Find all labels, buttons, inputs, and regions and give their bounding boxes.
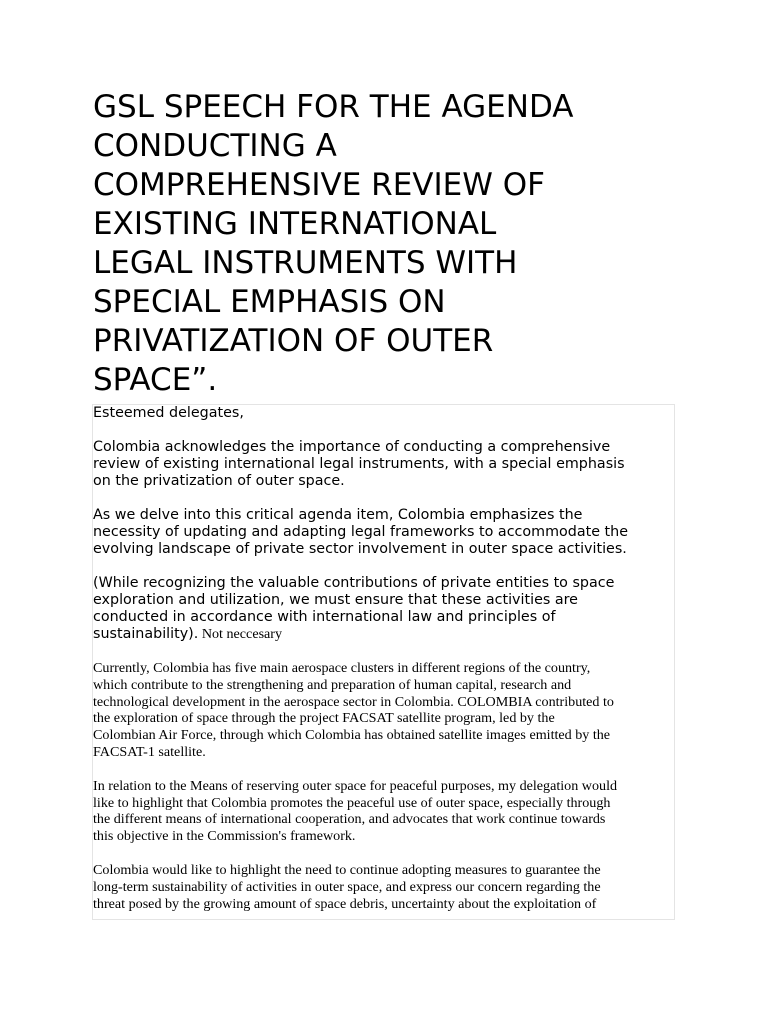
title-line: EXISTING INTERNATIONAL (93, 206, 497, 242)
paragraph-acknowledgement (93, 439, 674, 490)
text-line: (While recognizing the valuable contributions of private entities to space (93, 575, 615, 591)
title-line: GSL SPEECH FOR THE AGENDA (93, 89, 574, 125)
text-line: on the privatization of outer space. (93, 473, 345, 489)
text-fragment: sustainability). (93, 626, 199, 642)
text-line: this objective in the Commission's framework. (93, 828, 356, 845)
speech-title (93, 88, 693, 400)
speech-body-frame (92, 404, 675, 920)
greeting: Esteemed delegates, (93, 405, 244, 421)
text-line: As we delve into this critical agenda item, Colombia emphasizes the (93, 507, 583, 523)
title-line: SPECIAL EMPHASIS ON (93, 284, 446, 320)
paragraph-peaceful-purposes (93, 778, 674, 845)
text-line: like to highlight that Colombia promotes the peaceful use of outer space, especially through (93, 794, 611, 811)
text-line: review of existing international legal instruments, with a special emphasis (93, 456, 625, 472)
text-line: Colombian Air Force, through which Colombia has obtained satellite images emitted by the (93, 727, 611, 744)
text-line: In relation to the Means of reserving outer space for peaceful purposes, my delegation would (93, 777, 618, 794)
text-line: necessity of updating and adapting legal frameworks to accommodate the (93, 524, 629, 540)
editor-note: Not neccesary (198, 626, 283, 642)
text-line: the different means of international cooperation, and advocates that work continue towards (93, 811, 606, 828)
title-line: LEGAL INSTRUMENTS WITH (93, 245, 518, 281)
text-line (93, 626, 674, 643)
text-line: Colombia would like to highlight the need to continue adopting measures to guarantee the (93, 861, 601, 878)
text-line: the exploration of space through the project FACSAT satellite program, led by the (93, 710, 555, 727)
text-line: Colombia acknowledges the importance of conducting a comprehensive (93, 439, 611, 455)
text-line: which contribute to the strengthening and preparation of human capital, research and (93, 676, 572, 693)
text-line: evolving landscape of private sector involvement in outer space activities. (93, 541, 627, 557)
paragraph-aerospace-clusters (93, 660, 674, 761)
text-line: Currently, Colombia has five main aerospace clusters in different regions of the country, (93, 660, 591, 676)
paragraph-private-entities (93, 575, 674, 643)
text-line: long-term sustainability of activities in outer space, and express our concern regarding the (93, 878, 601, 895)
title-line: COMPREHENSIVE REVIEW OF (93, 167, 545, 203)
title-line: PRIVATIZATION OF OUTER (93, 323, 494, 359)
text-line: FACSAT-1 satellite. (93, 743, 206, 760)
title-line: SPACE”. (93, 362, 218, 398)
paragraph-sustainability (93, 862, 674, 912)
text-line: conducted in accordance with international law and principles of (93, 609, 556, 625)
text-line: technological development in the aerospace sector in Colombia. COLOMBIA contributed to (93, 693, 614, 710)
title-line: CONDUCTING A (93, 128, 337, 164)
text-line: threat posed by the growing amount of space debris, uncertainty about the exploitation of (93, 895, 597, 912)
text-line: exploration and utilization, we must ensure that these activities are (93, 592, 578, 608)
paragraph-legal-frameworks (93, 507, 674, 558)
